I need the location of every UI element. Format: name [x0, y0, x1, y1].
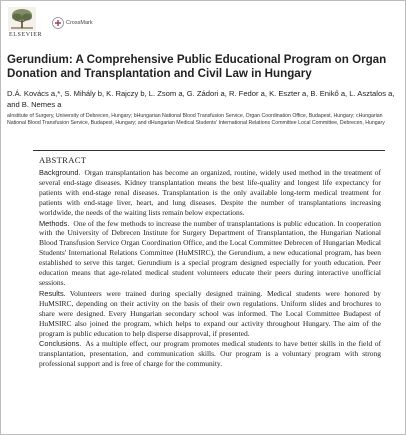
elsevier-wordmark: ELSEVIER [9, 32, 43, 38]
abstract-conclusions [39, 339, 381, 369]
abstract-conclusions-label: Conclusions. [39, 339, 82, 349]
publisher-logos [8, 7, 128, 41]
crossmark-icon [52, 17, 64, 29]
abstract-methods [39, 219, 381, 288]
abstract-conclusions-text: As a multiple effect, our program promotes medical students to have better skills in the field of transplantation, presentation, and communication skills. Our program is a voluntary program with strong professional support and is free of charge for the community. [39, 339, 381, 369]
elsevier-tree-logo [8, 7, 36, 31]
article-title: Gerundium: A Comprehensive Public Educational Program on Organ Donation and Transplantation and Civil Law in Hungary [7, 53, 387, 80]
crossmark-label: CrossMark [66, 20, 93, 26]
abstract-background-text: Organ transplantation has become an organized, routine, widely used method in the treatment of several end-stage diseases. Kidney transplantation means the best life-quality and longest life expectancy for patients with end-stage renal diseases. Transplantation is the only available long-term medical treatment for patients with end-stage liver, heart, and lung diseases. Despite the number of transplantations increasing worldwide, the needs of the waiting lists remain below expectations. [39, 168, 381, 217]
affiliations: aInstitute of Surgery, University of Debrecen, Hungary; bHungarian National Blood Transfusion Service, Organ Coordination Office, Budapest, Hungary; cHungarian National Blood Transfusion Service, Budapest, Hungary; and dHungarian Medical Students' International Relations Committee Local Committee, Debrecen, Hungary [7, 113, 385, 127]
abstract-results-text: Volunteers were trained during specially designed training. Medical students were honored by HuMSIRC, depending on their activity on the basis of their own regulations. Uniform slides and brochures to share were designed. Every Hungarian secondary school was informed. The Local Committee Budapest of HuMSIRC also joined the program, which helps to expand our activity throughout Hungary. The aim of the program is public education to help disperse disapproval, if presented. [39, 288, 381, 338]
crossmark-badge[interactable] [52, 17, 93, 29]
abstract-heading: ABSTRACT [39, 155, 87, 165]
abstract-methods-text: One of the few methods to increase the number of transplantations is public education. In cooperation with the University of Debrecen Institute for Surgery Department of Transplantation, the Hungarian National Blood Transfusion Service Organ Coordination Office, and the Local Committee Debrecen of Hungarian Medical Students' International Relations Committee (HuMSIRC), the Gerundium, a new educational program, has been established to serve this target. Gerundium is a special program designed especially for youth education. Peer education means that age-related medical student volunteers educate their peers during interactive unofficial sessions. [39, 218, 381, 287]
abstract-results [39, 289, 381, 339]
abstract-methods-label: Methods. [39, 218, 70, 228]
abstract-section [33, 150, 385, 423]
abstract-background [39, 168, 381, 218]
abstract-results-label: Results. [39, 288, 66, 298]
author-list: D.Á. Kovács a,*, S. Mihály b, K. Rajczy b, L. Zsom a, G. Zádori a, R. Fedor a, K. Eszter a, B. Enikő a, L. Asztalos a, and B. Nemes a [7, 89, 395, 109]
abstract-background-label: Background. [39, 168, 81, 177]
